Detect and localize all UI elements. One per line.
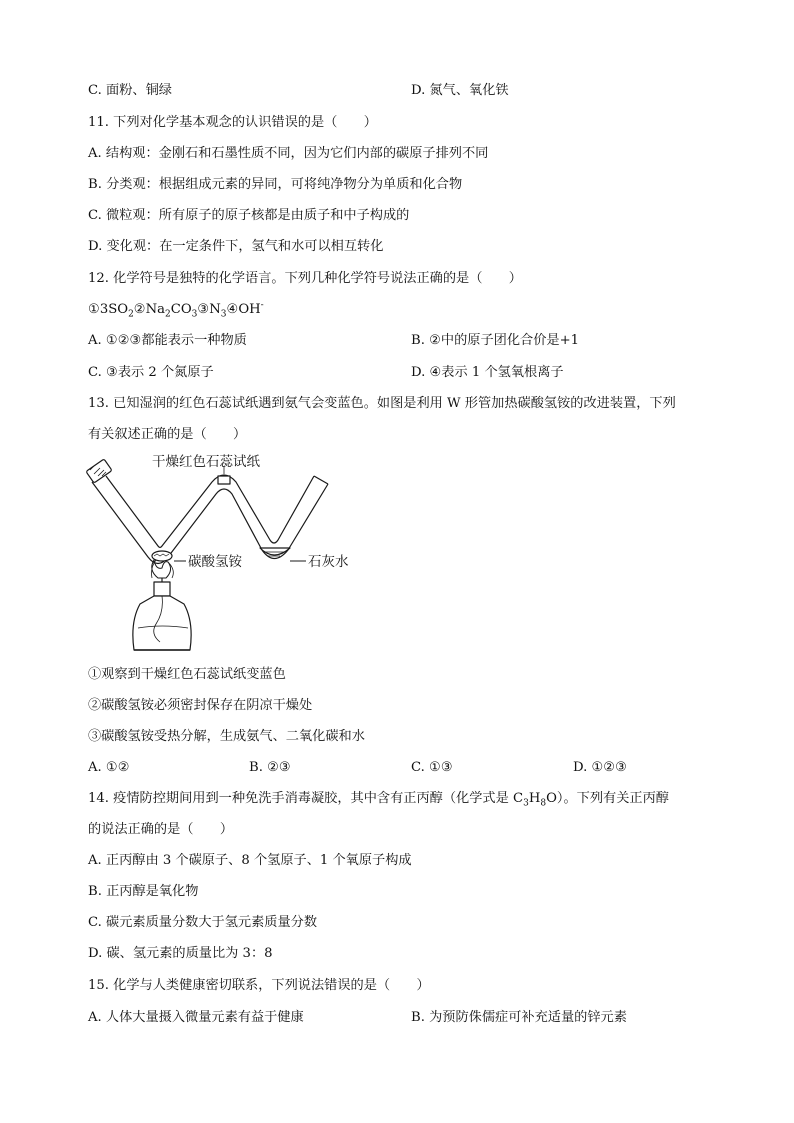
q11-option-a: A. 结构观：金刚石和石墨性质不同，因为它们内部的碳原子排列不同 [88, 146, 489, 161]
q12-option-c: C. ③表示 2 个氮原子 [88, 365, 214, 380]
q13-option-a: A. ①② [88, 760, 130, 775]
q10-option-d: D. 氮气、氧化铁 [411, 83, 509, 98]
q14-option-a: A. 正丙醇由 3 个碳原子、8 个氢原子、1 个氧原子构成 [88, 853, 412, 868]
q12-stem: 12. 化学符号是独特的化学语言。下列几种化学符号说法正确的是（ ） [88, 271, 522, 286]
q13-statement-1: ①观察到干燥红色石蕊试纸变蓝色 [88, 667, 286, 682]
q11-stem: 11. 下列对化学基本观念的认识错误的是（ ） [88, 115, 377, 130]
w-tube-apparatus-figure [84, 452, 374, 662]
label-limewater: 石灰水 [308, 554, 349, 570]
q11-option-d: D. 变化观：在一定条件下，氢气和水可以相互转化 [88, 239, 384, 254]
q13-statement-3: ③碳酸氢铵受热分解，生成氨气、二氧化碳和水 [88, 729, 365, 744]
q13-stem-line2: 有关叙述正确的是（ ） [88, 427, 247, 442]
q13-option-d: D. ①②③ [573, 760, 627, 775]
sample-powder [152, 551, 172, 561]
q15-option-a: A. 人体大量摄入微量元素有益于健康 [88, 1010, 304, 1025]
q14-stem-line1: 14. 疫情防控期间用到一种免洗手消毒凝胶，其中含有正丙醇（化学式是 $C_3H_8O$）。下列有关正丙醇 [88, 791, 669, 809]
w-tube-outer-wall [92, 482, 328, 564]
q10-option-c: C. 面粉、铜绿 [88, 83, 172, 98]
q15-option-b: B. 为预防侏儒症可补充适量的锌元素 [411, 1010, 627, 1025]
q11-option-c: C. 微粒观：所有原子的原子核都是由质子和中子构成的 [88, 208, 410, 223]
litmus-paper-strip [218, 476, 230, 484]
q12-option-d: D. ④表示 1 个氢氧根离子 [411, 365, 564, 380]
lamp-wick-holder [154, 582, 170, 596]
q13-option-c: C. ①③ [411, 760, 453, 775]
w-tube-inner-wall [106, 475, 314, 548]
q14-option-c: C. 碳元素质量分数大于氢元素质量分数 [88, 915, 318, 930]
label-litmus-paper: 干燥红色石蕊试纸 [152, 454, 260, 470]
q14-option-d: D. 碳、氢元素的质量比为 3：8 [88, 946, 273, 961]
label-ammonium-bicarbonate: 碳酸氢铵 [188, 554, 242, 570]
q13-option-b: B. ②③ [249, 760, 291, 775]
q11-option-b: B. 分类观：根据组成元素的异同，可将纯净物分为单质和化合物 [88, 177, 463, 192]
q14-option-b: B. 正丙醇是氧化物 [88, 884, 199, 899]
q14-stem-line2: 的说法正确的是（ ） [88, 822, 234, 837]
q12-option-a: A. ①②③都能表示一种物质 [88, 333, 247, 348]
q13-stem-line1: 13. 已知湿润的红色石蕊试纸遇到氨气会变蓝色。如图是利用 W 形管加热碳酸氢铵的改进装置，下列 [88, 396, 676, 411]
q12-symbols: $①3SO_2②Na_2CO_3③N_3④OH^-$ [88, 300, 264, 320]
q13-statement-2: ②碳酸氢铵必须密封保存在阴凉干燥处 [88, 698, 313, 713]
q12-option-b: B. ②中的原子团化合价是+1 [411, 333, 580, 348]
q15-stem: 15. 化学与人类健康密切联系，下列说法错误的是（ ） [88, 978, 430, 993]
